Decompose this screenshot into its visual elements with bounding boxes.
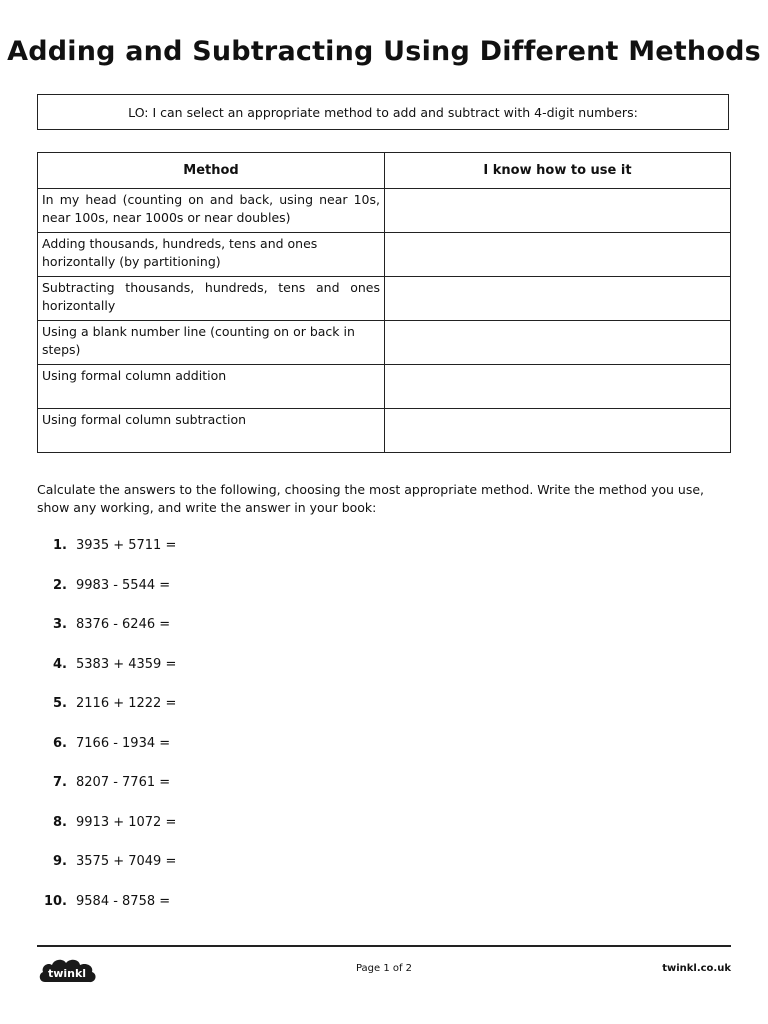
method-cell: Using formal column addition (38, 365, 385, 409)
check-cell (385, 277, 731, 321)
header-know-how: I know how to use it (385, 153, 731, 189)
check-cell (385, 189, 731, 233)
method-cell: Using a blank number line (counting on or back in steps) (38, 321, 385, 365)
header-method: Method (38, 153, 385, 189)
question-text: 5383 + 4359 = (76, 657, 177, 672)
table-row (38, 233, 731, 277)
question-number: 7. (53, 775, 67, 790)
learning-objective: LO: I can select an appropriate method to add and subtract with 4-digit numbers: (128, 104, 638, 120)
question-item (37, 538, 176, 553)
method-cell: Subtracting thousands, hundreds, tens and ones horizontally (38, 277, 385, 321)
question-item (37, 696, 176, 711)
learning-objective-box (37, 94, 729, 130)
question-number: 9. (53, 854, 67, 869)
question-text: 8376 - 6246 = (76, 617, 171, 632)
question-text: 9913 + 1072 = (76, 815, 177, 830)
logo-text: twinkl (47, 967, 87, 980)
table-header-row (38, 153, 731, 189)
question-text: 7166 - 1934 = (76, 736, 171, 751)
question-number: 8. (53, 815, 67, 830)
question-text: 3935 + 5711 = (76, 538, 177, 553)
question-number: 4. (53, 657, 67, 672)
table-row (38, 277, 731, 321)
question-item (37, 894, 170, 909)
footer-divider (37, 945, 731, 947)
question-number: 1. (53, 538, 67, 553)
table-row (38, 409, 731, 453)
check-cell (385, 233, 731, 277)
question-item (37, 854, 176, 869)
check-cell (385, 409, 731, 453)
table-row (38, 365, 731, 409)
check-cell (385, 365, 731, 409)
question-number: 6. (53, 736, 67, 751)
question-item (37, 736, 170, 751)
table-row (38, 189, 731, 233)
question-item (37, 578, 170, 593)
method-cell: Adding thousands, hundreds, tens and ones horizontally (by partitioning) (38, 233, 385, 277)
question-number: 2. (53, 578, 67, 593)
question-text: 9983 - 5544 = (76, 578, 171, 593)
table-row (38, 321, 731, 365)
site-url[interactable]: twinkl.co.uk (662, 963, 731, 974)
methods-table (37, 152, 731, 453)
instructions: Calculate the answers to the following, choosing the most appropriate method. Write the method you use, show any working, and write the answer in your book: (37, 482, 705, 515)
question-text: 8207 - 7761 = (76, 775, 171, 790)
question-text: 3575 + 7049 = (76, 854, 177, 869)
question-number: 5. (53, 696, 67, 711)
method-cell: Using formal column subtraction (38, 409, 385, 453)
check-cell (385, 321, 731, 365)
question-item (37, 657, 176, 672)
page-number: Page 1 of 2 (355, 963, 413, 974)
method-cell: In my head (counting on and back, using near 10s, near 100s, near 1000s or near doubles) (38, 189, 385, 233)
question-text: 9584 - 8758 = (76, 894, 171, 909)
question-item (37, 815, 176, 830)
question-number: 10. (43, 894, 67, 909)
question-text: 2116 + 1222 = (76, 696, 177, 711)
question-number: 3. (53, 617, 67, 632)
page-title: Adding and Subtracting Using Different Methods (7, 36, 761, 67)
question-item (37, 617, 170, 632)
question-item (37, 775, 170, 790)
